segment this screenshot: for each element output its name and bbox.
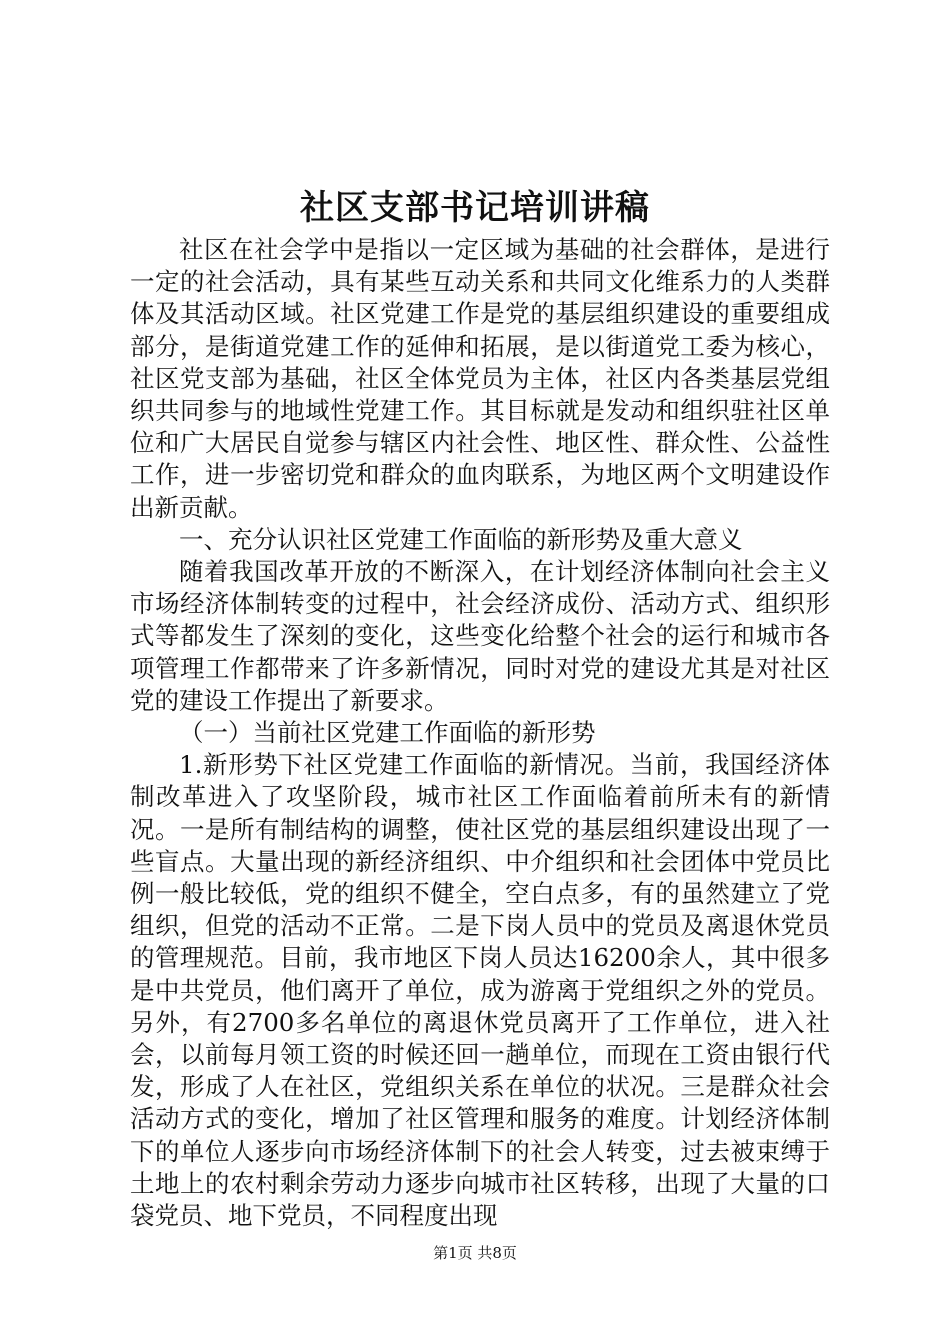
document-title: 社区支部书记培训讲稿: [300, 188, 650, 228]
section-paragraph-1: 随着我国改革开放的不断深入，在计划经济体制向社会主义市场经济体制转变的过程中，社会经济成份、活动方式、组织形式等都发生了深刻的变化，这些变化给整个社会的运行和城市各项管理工作都带来了许多新情况，同时对党的建设尤其是对社区党的建设工作提出了新要求。: [130, 557, 830, 715]
section-heading-1: 一、充分认识社区党建工作面临的新形势及重大意义: [179, 524, 743, 554]
subsection-heading-1: （一）当前社区党建工作面临的新形势: [179, 718, 596, 748]
page-number-footer: 第1页 共8页: [433, 1244, 517, 1262]
intro-paragraph: 社区在社会学中是指以一定区域为基础的社会群体，是进行一定的社会活动，具有某些互动关系和共同文化维系力的人类群体及其活动区域。社区党建工作是党的基层组织建设的重要组成部分，是街道党建工作的延伸和拓展，是以街道党工委为核心，社区党支部为基础，社区全体党员为主体，社区内各类基层党组织共同参与的地域性党建工作。其目标就是发动和组织驻社区单位和广大居民自觉参与辖区内社会性、地区性、群众性、公益性工作，进一步密切党和群众的血肉联系，为地区两个文明建设作出新贡献。: [130, 235, 830, 522]
document-body: [130, 234, 830, 1232]
subsection-paragraph-1: 1.新形势下社区党建工作面临的新情况。当前，我国经济体制改革进入了攻坚阶段，城市社区工作面临着前所未有的新情况。一是所有制结构的调整，使社区党的基层组织建设出现了一些盲点。大量出现的新经济组织、中介组织和社会团体中党员比例一般比较低，党的组织不健全，空白点多，有的虽然建立了党组织，但党的活动不正常。二是下岗人员中的党员及离退休党员的管理规范。目前，我市地区下岗人员达16200余人，其中很多是中共党员，他们离开了单位，成为游离于党组织之外的党员。另外，有2700多名单位的离退休党员离开了工作单位，进入社会，以前每月领工资的时候还回一趟单位，而现在工资由银行代发，形成了人在社区，党组织关系在单位的状况。三是群众社会活动方式的变化，增加了社区管理和服务的难度。计划经济体制下的单位人逐步向市场经济体制下的社会人转变，过去被束缚于土地上的农村剩余劳动力逐步向城市社区转移，出现了大量的口袋党员、地下党员，不同程度出现: [130, 750, 830, 1231]
